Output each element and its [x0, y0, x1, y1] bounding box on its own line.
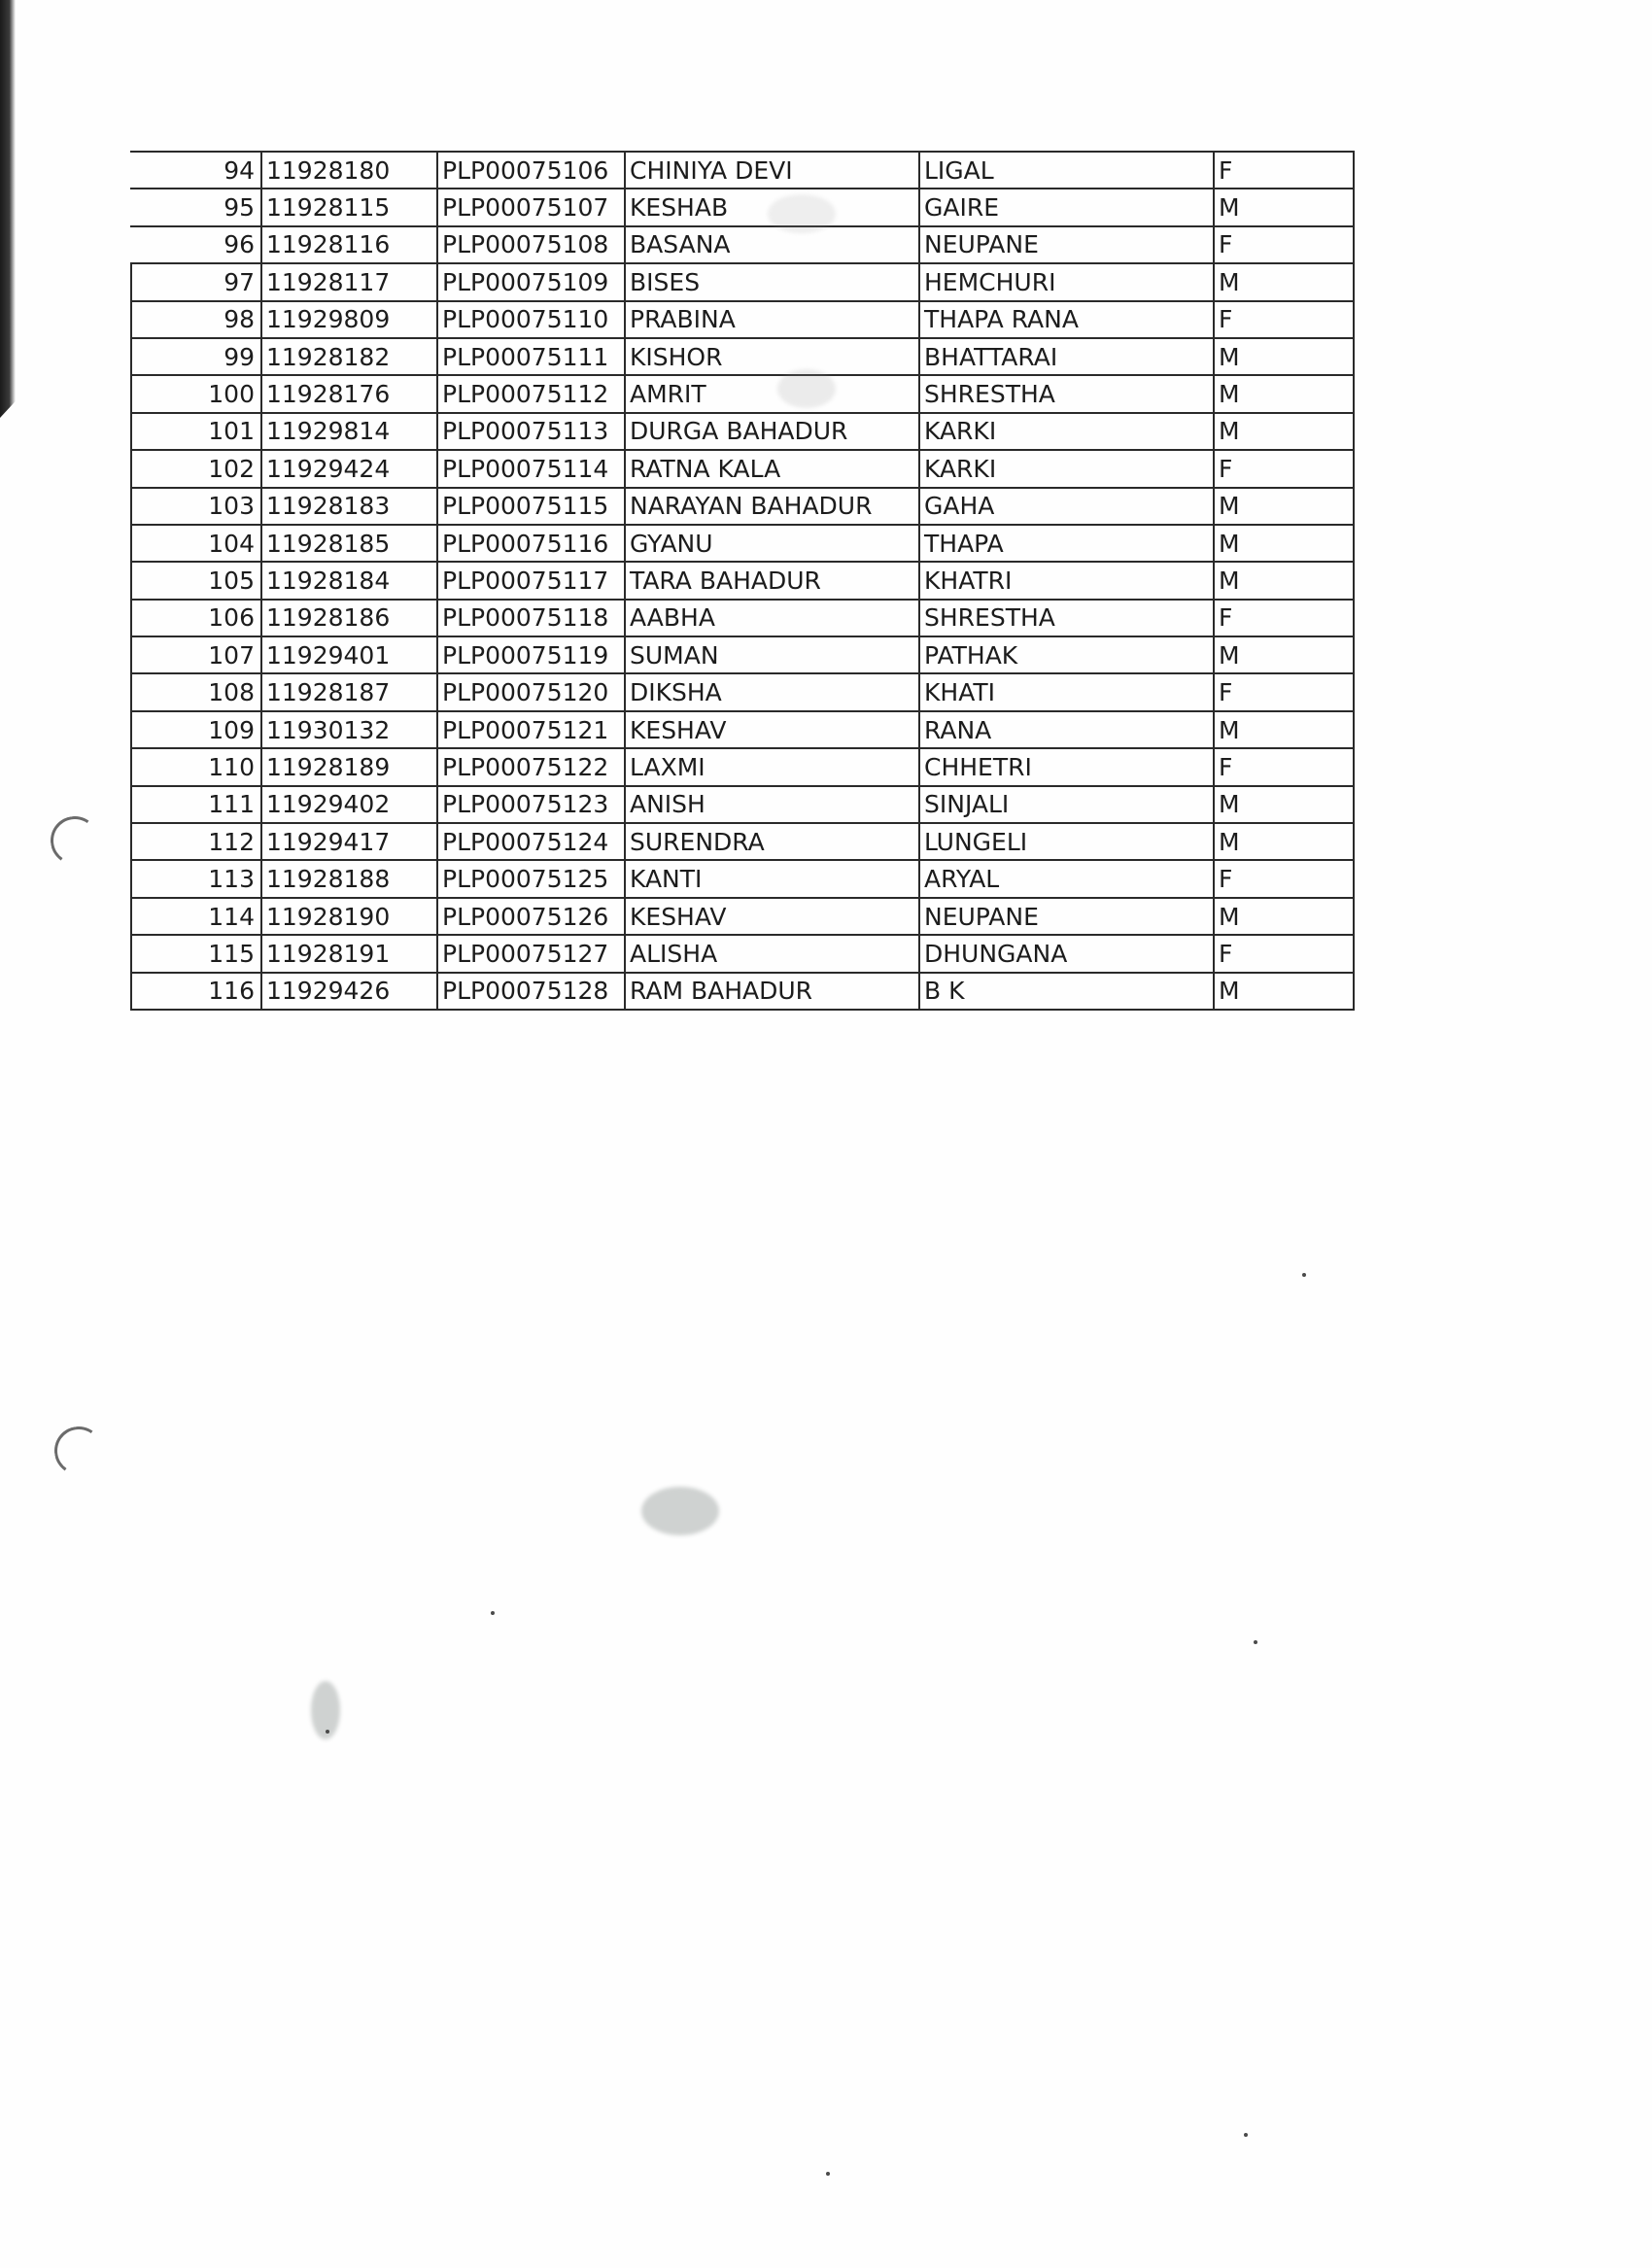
table-row [131, 823, 1354, 860]
table-row [131, 711, 1354, 748]
table-row [131, 338, 1354, 375]
table-row [131, 488, 1354, 525]
gender-cell: M [1214, 973, 1354, 1010]
last-name-cell: BHATTARAI [919, 338, 1214, 375]
serial-number-cell: 104 [131, 525, 261, 562]
table-row [131, 562, 1354, 599]
registration-cell: PLP00075115 [437, 488, 625, 525]
registration-cell: PLP00075106 [437, 152, 625, 189]
table-row [131, 226, 1354, 263]
first-name-cell: KANTI [625, 860, 919, 897]
first-name-cell: AMRIT [625, 375, 919, 412]
first-name-cell: BISES [625, 263, 919, 300]
id-cell: 11929426 [261, 973, 437, 1010]
table-row [131, 152, 1354, 189]
serial-number-cell: 99 [131, 338, 261, 375]
table-row [131, 375, 1354, 412]
first-name-cell: DIKSHA [625, 673, 919, 710]
table-row [131, 748, 1354, 785]
last-name-cell: RANA [919, 711, 1214, 748]
serial-number-cell: 111 [131, 786, 261, 823]
registration-cell: PLP00075125 [437, 860, 625, 897]
gender-cell: F [1214, 600, 1354, 636]
registration-cell: PLP00075109 [437, 263, 625, 300]
gender-cell: F [1214, 152, 1354, 189]
last-name-cell: GAHA [919, 488, 1214, 525]
id-cell: 11928189 [261, 748, 437, 785]
last-name-cell: KHATI [919, 673, 1214, 710]
registration-cell: PLP00075107 [437, 189, 625, 225]
serial-number-cell: 98 [131, 301, 261, 338]
id-cell: 11928176 [261, 375, 437, 412]
punch-hole-mark [47, 812, 103, 869]
serial-number-cell: 97 [131, 263, 261, 300]
serial-number-cell: 113 [131, 860, 261, 897]
registration-cell: PLP00075123 [437, 786, 625, 823]
serial-number-cell: 106 [131, 600, 261, 636]
scan-edge-shadow [0, 0, 16, 418]
last-name-cell: LIGAL [919, 152, 1214, 189]
last-name-cell: NEUPANE [919, 226, 1214, 263]
registration-cell: PLP00075120 [437, 673, 625, 710]
registration-cell: PLP00075116 [437, 525, 625, 562]
gender-cell: M [1214, 525, 1354, 562]
last-name-cell: SINJALI [919, 786, 1214, 823]
table-row [131, 301, 1354, 338]
table-row [131, 898, 1354, 935]
last-name-cell: B K [919, 973, 1214, 1010]
last-name-cell: ARYAL [919, 860, 1214, 897]
last-name-cell: THAPA RANA [919, 301, 1214, 338]
first-name-cell: KESHAV [625, 898, 919, 935]
ink-speck [1244, 2133, 1248, 2137]
id-cell: 11928191 [261, 935, 437, 972]
ink-speck [491, 1611, 495, 1615]
table-row [131, 263, 1354, 300]
last-name-cell: LUNGELI [919, 823, 1214, 860]
id-cell: 11929814 [261, 413, 437, 450]
id-cell: 11928117 [261, 263, 437, 300]
first-name-cell: SURENDRA [625, 823, 919, 860]
first-name-cell: DURGA BAHADUR [625, 413, 919, 450]
registration-cell: PLP00075110 [437, 301, 625, 338]
first-name-cell: RAM BAHADUR [625, 973, 919, 1010]
first-name-cell: TARA BAHADUR [625, 562, 919, 599]
registration-cell: PLP00075113 [437, 413, 625, 450]
table-row [131, 525, 1354, 562]
serial-number-cell: 112 [131, 823, 261, 860]
registration-cell: PLP00075108 [437, 226, 625, 263]
first-name-cell: ANISH [625, 786, 919, 823]
id-cell: 11928190 [261, 898, 437, 935]
serial-number-cell: 100 [131, 375, 261, 412]
gender-cell: F [1214, 935, 1354, 972]
first-name-cell: NARAYAN BAHADUR [625, 488, 919, 525]
last-name-cell: KARKI [919, 450, 1214, 487]
last-name-cell: SHRESTHA [919, 600, 1214, 636]
last-name-cell: GAIRE [919, 189, 1214, 225]
first-name-cell: GYANU [625, 525, 919, 562]
ink-speck [1254, 1640, 1257, 1644]
ink-smudge [768, 194, 836, 233]
id-cell: 11928115 [261, 189, 437, 225]
gender-cell: M [1214, 488, 1354, 525]
id-cell: 11928180 [261, 152, 437, 189]
id-cell: 11928186 [261, 600, 437, 636]
serial-number-cell: 95 [131, 189, 261, 225]
id-cell: 11928116 [261, 226, 437, 263]
gender-cell: M [1214, 189, 1354, 225]
table-row [131, 860, 1354, 897]
table-row [131, 636, 1354, 673]
gender-cell: F [1214, 450, 1354, 487]
registration-cell: PLP00075119 [437, 636, 625, 673]
serial-number-cell: 96 [131, 226, 261, 263]
gender-cell: F [1214, 748, 1354, 785]
gender-cell: M [1214, 636, 1354, 673]
serial-number-cell: 102 [131, 450, 261, 487]
registration-cell: PLP00075118 [437, 600, 625, 636]
serial-number-cell: 105 [131, 562, 261, 599]
serial-number-cell: 108 [131, 673, 261, 710]
gender-cell: M [1214, 898, 1354, 935]
ink-speck [826, 2172, 830, 2176]
last-name-cell: SHRESTHA [919, 375, 1214, 412]
serial-number-cell: 94 [131, 152, 261, 189]
id-cell: 11928187 [261, 673, 437, 710]
table-row [131, 450, 1354, 487]
student-record-table [130, 151, 1355, 1011]
gender-cell: F [1214, 226, 1354, 263]
registration-cell: PLP00075124 [437, 823, 625, 860]
id-cell: 11928182 [261, 338, 437, 375]
ink-speck [1302, 1273, 1306, 1277]
gender-cell: M [1214, 562, 1354, 599]
gender-cell: M [1214, 786, 1354, 823]
serial-number-cell: 101 [131, 413, 261, 450]
gender-cell: F [1214, 860, 1354, 897]
id-cell: 11929402 [261, 786, 437, 823]
first-name-cell: ALISHA [625, 935, 919, 972]
registration-cell: PLP00075128 [437, 973, 625, 1010]
gender-cell: M [1214, 711, 1354, 748]
last-name-cell: KARKI [919, 413, 1214, 450]
id-cell: 11929401 [261, 636, 437, 673]
table-row [131, 935, 1354, 972]
registration-cell: PLP00075114 [437, 450, 625, 487]
serial-number-cell: 110 [131, 748, 261, 785]
last-name-cell: THAPA [919, 525, 1214, 562]
table-body [131, 152, 1354, 1010]
gender-cell: F [1214, 301, 1354, 338]
last-name-cell: KHATRI [919, 562, 1214, 599]
table-row [131, 973, 1354, 1010]
gender-cell: F [1214, 673, 1354, 710]
table-row [131, 189, 1354, 225]
first-name-cell: AABHA [625, 600, 919, 636]
id-cell: 11929809 [261, 301, 437, 338]
last-name-cell: HEMCHURI [919, 263, 1214, 300]
last-name-cell: NEUPANE [919, 898, 1214, 935]
first-name-cell: CHINIYA DEVI [625, 152, 919, 189]
serial-number-cell: 114 [131, 898, 261, 935]
first-name-cell: LAXMI [625, 748, 919, 785]
id-cell: 11928183 [261, 488, 437, 525]
id-cell: 11928185 [261, 525, 437, 562]
table-row [131, 786, 1354, 823]
gender-cell: M [1214, 413, 1354, 450]
serial-number-cell: 116 [131, 973, 261, 1010]
registration-cell: PLP00075127 [437, 935, 625, 972]
serial-number-cell: 109 [131, 711, 261, 748]
table-row [131, 673, 1354, 710]
id-cell: 11930132 [261, 711, 437, 748]
last-name-cell: CHHETRI [919, 748, 1214, 785]
ink-speck [326, 1730, 329, 1734]
id-cell: 11929417 [261, 823, 437, 860]
id-cell: 11929424 [261, 450, 437, 487]
first-name-cell: KESHAV [625, 711, 919, 748]
first-name-cell: RATNA KALA [625, 450, 919, 487]
ink-smudge [641, 1487, 719, 1535]
ink-smudge [777, 369, 836, 408]
id-cell: 11928184 [261, 562, 437, 599]
last-name-cell: PATHAK [919, 636, 1214, 673]
first-name-cell: KESHAB [625, 189, 919, 225]
gender-cell: M [1214, 338, 1354, 375]
registration-cell: PLP00075121 [437, 711, 625, 748]
last-name-cell: DHUNGANA [919, 935, 1214, 972]
serial-number-cell: 115 [131, 935, 261, 972]
registration-cell: PLP00075111 [437, 338, 625, 375]
table-row [131, 413, 1354, 450]
first-name-cell: KISHOR [625, 338, 919, 375]
table-row [131, 600, 1354, 636]
serial-number-cell: 103 [131, 488, 261, 525]
registration-cell: PLP00075117 [437, 562, 625, 599]
serial-number-cell: 107 [131, 636, 261, 673]
id-cell: 11928188 [261, 860, 437, 897]
registration-cell: PLP00075126 [437, 898, 625, 935]
first-name-cell: BASANA [625, 226, 919, 263]
punch-hole-mark [51, 1423, 107, 1479]
gender-cell: M [1214, 823, 1354, 860]
registration-cell: PLP00075122 [437, 748, 625, 785]
first-name-cell: PRABINA [625, 301, 919, 338]
gender-cell: M [1214, 263, 1354, 300]
registration-cell: PLP00075112 [437, 375, 625, 412]
gender-cell: M [1214, 375, 1354, 412]
first-name-cell: SUMAN [625, 636, 919, 673]
